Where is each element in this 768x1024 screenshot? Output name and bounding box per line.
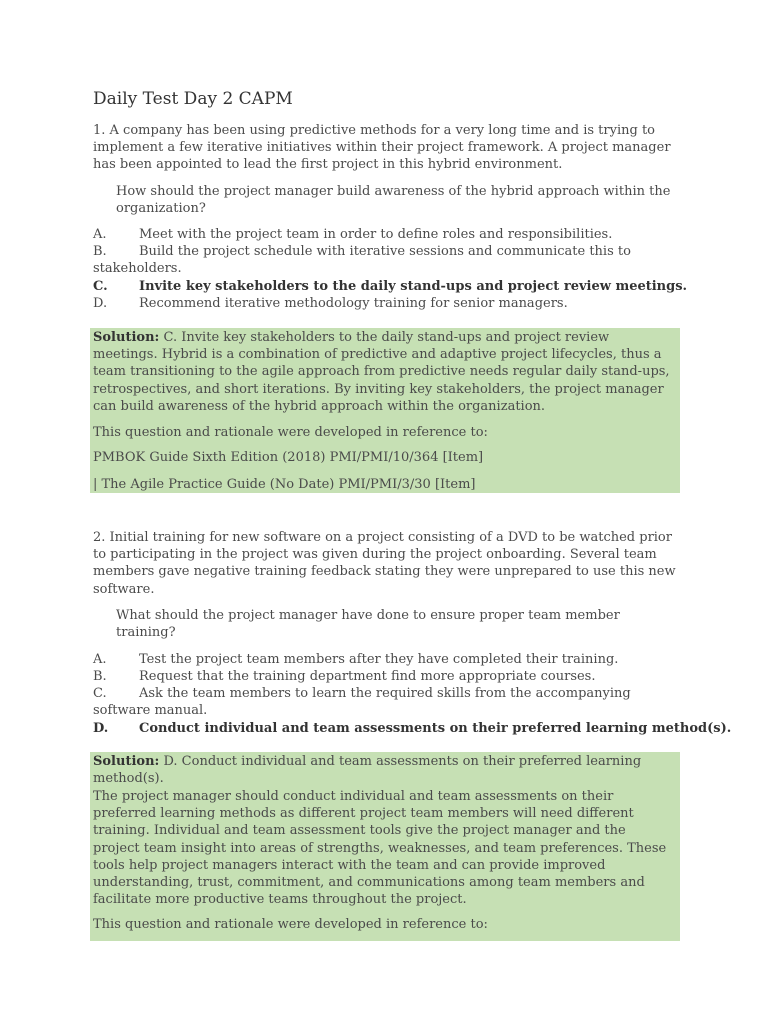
question-1-option-a: A. Meet with the project team in order to define roles and responsibilities. xyxy=(93,227,613,242)
question-2-reference-intro: This question and rationale were developed in reference to: xyxy=(93,917,488,932)
question-1-option-d: D. Recommend iterative methodology training for senior managers. xyxy=(93,296,568,311)
question-2-option-c: C. Ask the team members to learn the required skills from the accompanying software manual. xyxy=(93,686,631,719)
question-2-solution-box xyxy=(90,752,680,941)
question-2-stem: 2. Initial training for new software on a project consisting of a DVD to be watched prior to participating in the project was given during the project onboarding. Several team members gave negative training feedback stating they were unprepared to use this new software. xyxy=(93,530,676,597)
question-2-solution-body: The project manager should conduct individual and team assessments on their preferred learning methods as different project team members will need different training. Individual and team assessment tools give the project manager and the project team insight into areas of strengths, weaknesses, and team preferences. These tools help project managers interact with the team and can provide improved understanding, trust, commitment, and communications among team members and facilitate more productive teams throughout the project. xyxy=(93,789,667,908)
question-1-option-b: B. Build the project schedule with iterative sessions and communicate this to stakeholders. xyxy=(93,244,631,277)
question-1-reference-2: | The Agile Practice Guide (No Date) PMI/PMI/3/30 [Item] xyxy=(93,477,476,492)
question-1-solution-box xyxy=(90,328,680,493)
page-title: Daily Test Day 2 CAPM xyxy=(93,89,293,109)
question-2-solution: Solution: D. Conduct individual and team assessments on their preferred learning method(s). xyxy=(93,754,642,787)
question-2-prompt: What should the project manager have done to ensure proper team member training? xyxy=(116,608,620,641)
question-2-option-b: B. Request that the training department find more appropriate courses. xyxy=(93,669,596,684)
question-1-reference-intro: This question and rationale were developed in reference to: xyxy=(93,425,488,440)
question-1-stem: 1. A company has been using predictive methods for a very long time and is trying to implement a few iterative initiatives within their project framework. A project manager has been appointed to lead the first project in this hybrid environment. xyxy=(93,123,671,173)
question-1-reference-1: PMBOK Guide Sixth Edition (2018) PMI/PMI/10/364 [Item] xyxy=(93,450,484,465)
question-1-option-c-correct: C. Invite key stakeholders to the daily stand-ups and project review meetings. xyxy=(93,279,688,294)
question-2-option-a: A. Test the project team members after they have completed their training. xyxy=(93,652,619,667)
question-1-prompt: How should the project manager build awareness of the hybrid approach within the organization? xyxy=(116,184,671,217)
question-2-option-d-correct: D. Conduct individual and team assessments on their preferred learning method(s). xyxy=(93,721,732,736)
question-1-solution: Solution: C. Invite key stakeholders to the daily stand-ups and project review meetings. Hybrid is a combination of predictive and adaptive project lifecycles, thus a team transitioning to the agile approach from predictive needs regular daily stand-ups, retrospectives, and short iterations. By inviting key stakeholders, the project manager can build awareness of the hybrid approach within the organization. xyxy=(93,330,670,414)
